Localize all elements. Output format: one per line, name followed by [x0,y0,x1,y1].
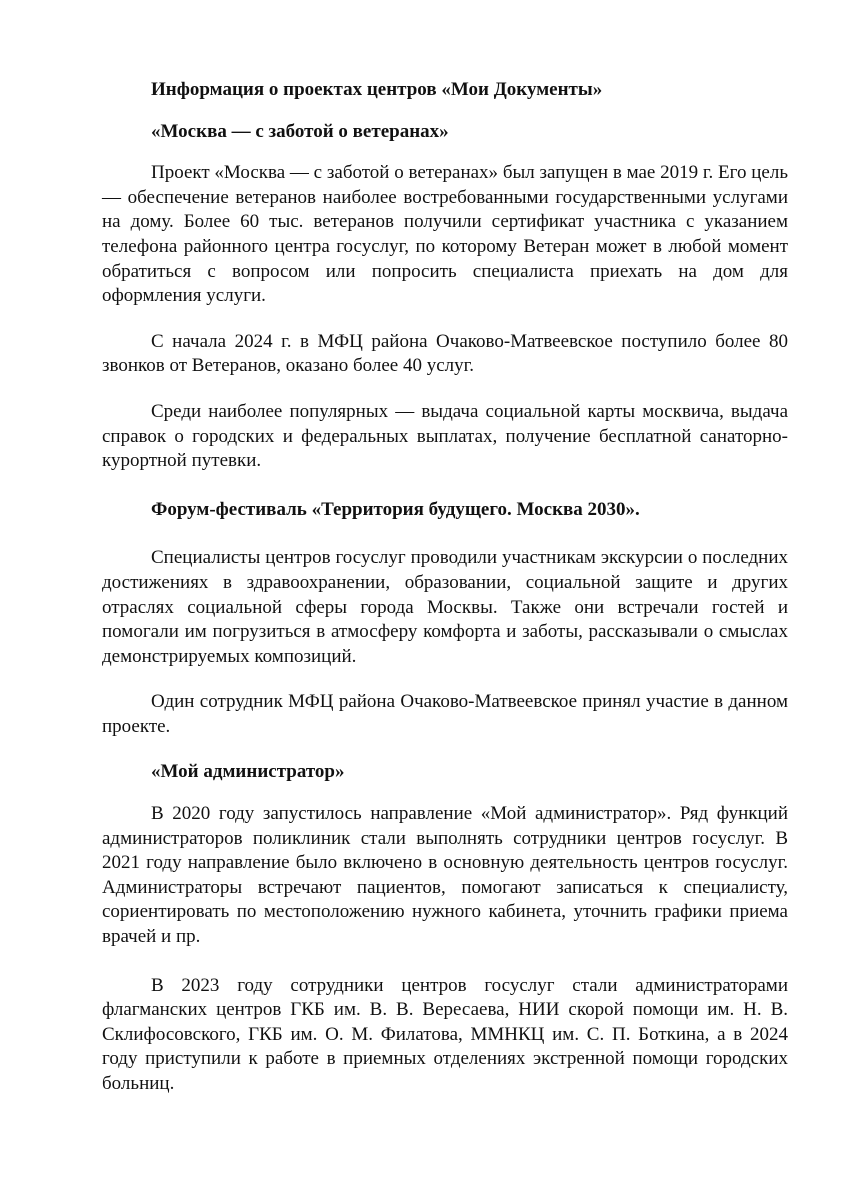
paragraph: Среди наиболее популярных — выдача социальной карты москвича, выдача справок о городских и федеральных выплатах, получение бесплатной санаторно-курортной путевки. [102,400,788,472]
document-page [102,78,788,1097]
paragraph: Один сотрудник МФЦ района Очаково-Матвеевское принял участие в данном проекте. [102,691,788,737]
section-heading-administrator: «Мой администратор» [151,761,345,783]
paragraph: В 2023 году сотрудники центров госуслуг стали администраторами флагманских центров ГКБ им. В. В. Вересаева, НИИ скорой помощи им. Н. В. Склифосовского, ГКБ им. О. М. Филатова, ММНКЦ им. С. П. Боткина, а в 2024 году приступили к работе в приемных отделениях экстренной помощи городских больниц. [102,974,788,1094]
paragraph: Специалисты центров госуслуг проводили участникам экскурсии о последних достижениях в здравоохранении, образовании, социальной защите и других отраслях социальной сферы города Москвы. Также они встречали гостей и помогали им погрузиться в атмосферу комфорта и заботы, рассказывали о смыслах демонстрируемых композиций. [102,547,788,667]
paragraph: Проект «Москва — с заботой о ветеранах» был запущен в мае 2019 г. Его цель — обеспечение ветеранов наиболее востребованными государственными услугами на дому. Более 60 тыс. ветеранов получили сертификат участника с указанием телефона районного центра госуслуг, по которому Ветеран может в любой момент обратиться с вопросом или попросить специалиста приехать на дом для оформления услуги. [102,162,788,307]
section-heading-forum: Форум-фестиваль «Территория будущего. Москва 2030». [151,498,640,520]
section-heading-veterans: «Москва — с заботой о ветеранах» [151,120,449,142]
paragraph: С начала 2024 г. в МФЦ района Очаково-Матвеевское поступило более 80 звонков от Ветеранов, оказано более 40 услуг. [102,330,788,377]
paragraph: В 2020 году запустилось направление «Мой администратор». Ряд функций администраторов поликлиник стали выполнять сотрудники центров госуслуг. В 2021 году направление было включено в основную деятельность центров госуслуг. Администраторы встречают пациентов, помогают записаться к специалисту, сориентировать по местоположению нужного кабинета, уточнить графики приема врачей и пр. [102,803,788,948]
document-title: Информация о проектах центров «Мои Документы» [151,79,603,100]
